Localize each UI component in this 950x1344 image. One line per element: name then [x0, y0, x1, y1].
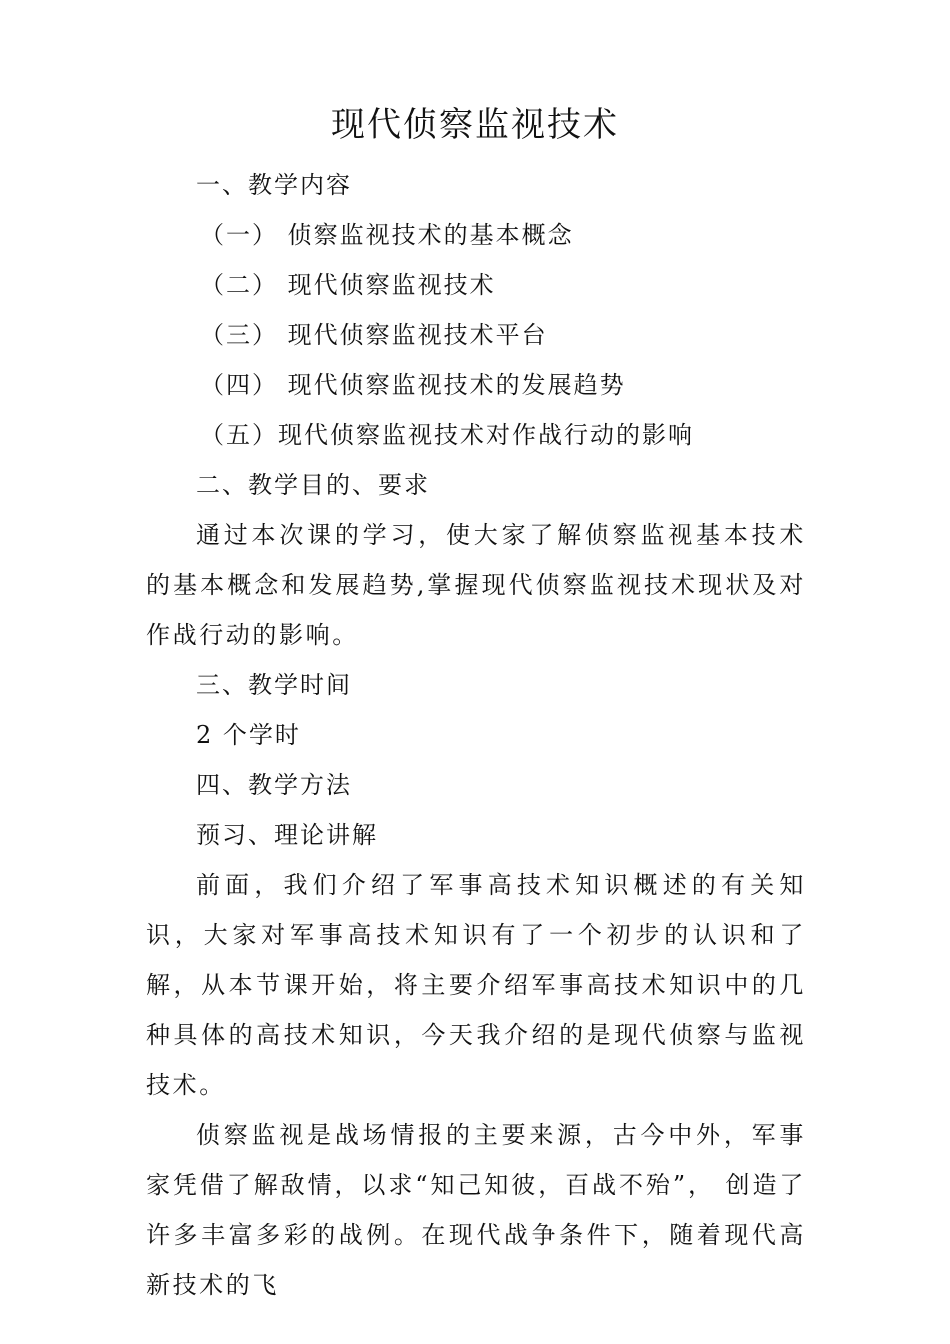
content-item-4: （四） 现代侦察监视技术的发展趋势: [200, 371, 626, 399]
method-value: 预习、理论讲解: [196, 821, 378, 849]
content-item-3: （三） 现代侦察监视技术平台: [200, 321, 548, 349]
section-heading-objectives: 二、教学目的、要求: [196, 471, 430, 499]
document-body: [146, 160, 806, 1310]
body-paragraph: 侦察监视是战场情报的主要来源，古今中外，军事家凭借了解敌情，以求“知己知彼，百战不殆”， 创造了许多丰富多彩的战例。在现代战争条件下，随着现代高新技术的飞: [146, 1121, 806, 1299]
time-value: 2 个学时: [196, 721, 301, 749]
content-item-1: （一） 侦察监视技术的基本概念: [200, 221, 574, 249]
content-item-5: （五）现代侦察监视技术对作战行动的影响: [200, 421, 694, 449]
content-item-2: （二） 现代侦察监视技术: [200, 271, 496, 299]
objectives-paragraph: 通过本次课的学习，使大家了解侦察监视基本技术的基本概念和发展趋势,掌握现代侦察监视技术现状及对作战行动的影响。: [146, 521, 806, 649]
section-heading-method: 四、教学方法: [196, 771, 352, 799]
section-heading-time: 三、教学时间: [196, 671, 352, 699]
intro-paragraph: 前面，我们介绍了军事高技术知识概述的有关知识，大家对军事高技术知识有了一个初步的认识和了解，从本节课开始，将主要介绍军事高技术知识中的几种具体的高技术知识，今天我介绍的是现代侦察与监视技术。: [146, 871, 806, 1099]
section-heading-content: 一、教学内容: [196, 171, 352, 199]
document-title: 现代侦察监视技术: [331, 105, 619, 145]
